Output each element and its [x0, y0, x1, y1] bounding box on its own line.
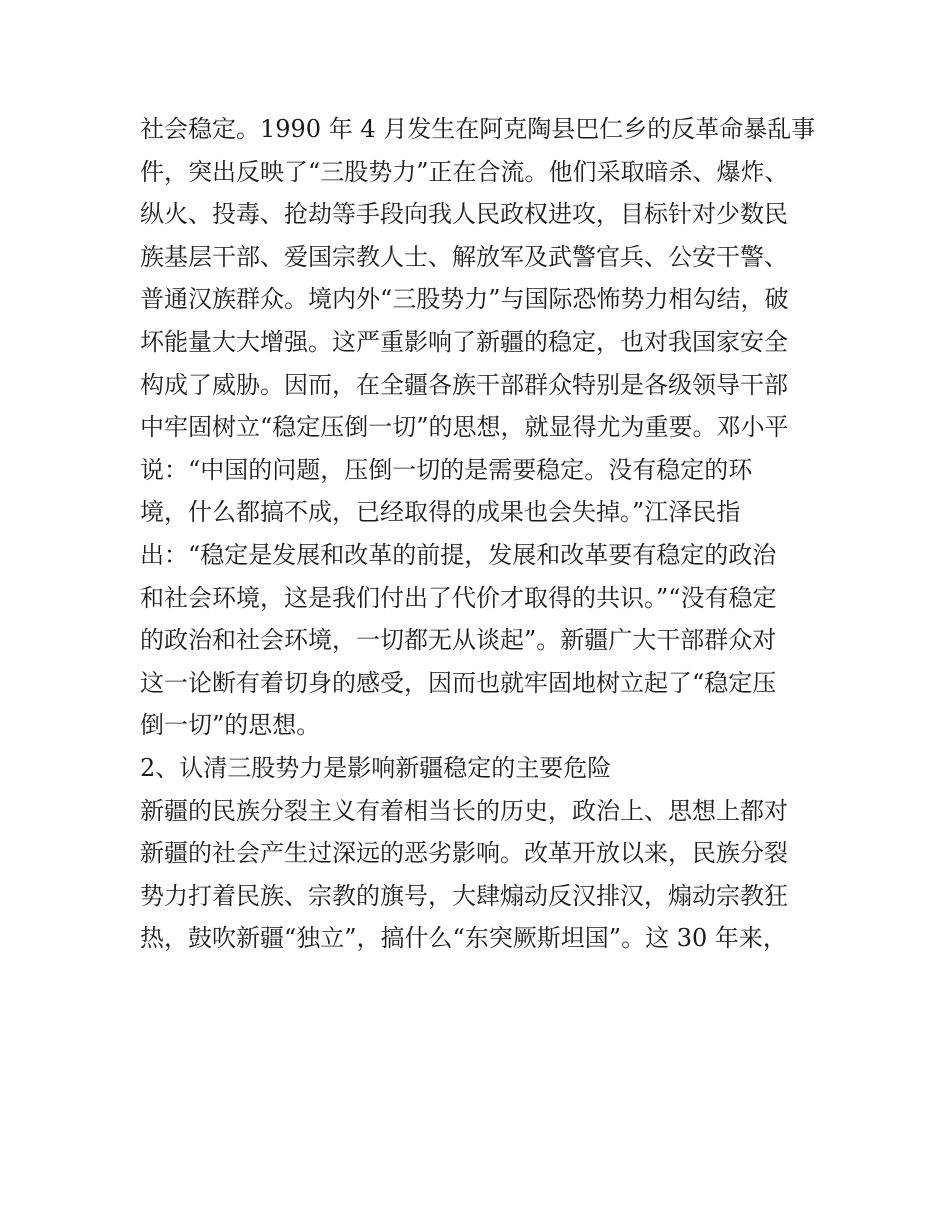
text-line: 和社会环境，这是我们付出了代价才取得的共识。”“没有稳定 — [140, 583, 777, 612]
text-line: 件，突出反映了“三股势力”正在合流。他们采取暗杀、爆炸、 — [140, 157, 789, 186]
text-line: 新疆的民族分裂主义有着相当长的历史，政治上、思想上都对 — [140, 796, 788, 825]
text-line: 纵火、投毒、抢劫等手段向我人民政权进攻，目标针对少数民 — [140, 200, 788, 229]
text-line: 族基层干部、爱国宗教人士、解放军及武警官兵、公安干警、 — [140, 242, 788, 271]
text-line: 构成了威胁。因而，在全疆各族干部群众特别是各级领导干部 — [140, 370, 788, 399]
text-line: 这一论断有着切身的感受，因而也就牢固地树立起了“稳定压 — [140, 668, 777, 697]
text-line: 出：“稳定是发展和改革的前提，发展和改革要有稳定的政治 — [140, 540, 777, 569]
text-line: 新疆的社会产生过深远的恶劣影响。改革开放以来，民族分裂 — [140, 839, 788, 868]
text-line: 境，什么都搞不成，已经取得的成果也会失掉。”江泽民指 — [140, 498, 741, 527]
text-line: 中牢固树立“稳定压倒一切”的思想，就显得尤为重要。邓小平 — [140, 413, 789, 442]
text-line: 的政治和社会环境，一切都无从谈起”。新疆广大干部群众对 — [140, 626, 777, 655]
text-line: 倒一切”的思想。 — [140, 711, 321, 740]
text-line: 普通汉族群众。境内外“三股势力”与国际恐怖势力相勾结，破 — [140, 285, 789, 314]
text-line: 说：“中国的问题，压倒一切的是需要稳定。没有稳定的环 — [140, 455, 753, 484]
body-text — [140, 108, 820, 960]
text-line: 社会稳定。1990 年 4 月发生在阿克陶县巴仁乡的反革命暴乱事 — [140, 115, 816, 143]
text-line: 势力打着民族、宗教的旗号，大肆煽动反汉排汉，煽动宗教狂 — [140, 881, 788, 910]
text-line: 坏能量大大增强。这严重影响了新疆的稳定，也对我国家安全 — [140, 327, 788, 356]
section-heading: 2、认清三股势力是影响新疆稳定的主要危险 — [140, 753, 612, 782]
text-line: 热，鼓吹新疆“独立”，搞什么“东突厥斯坦国”。这 30 年来， — [140, 924, 787, 953]
